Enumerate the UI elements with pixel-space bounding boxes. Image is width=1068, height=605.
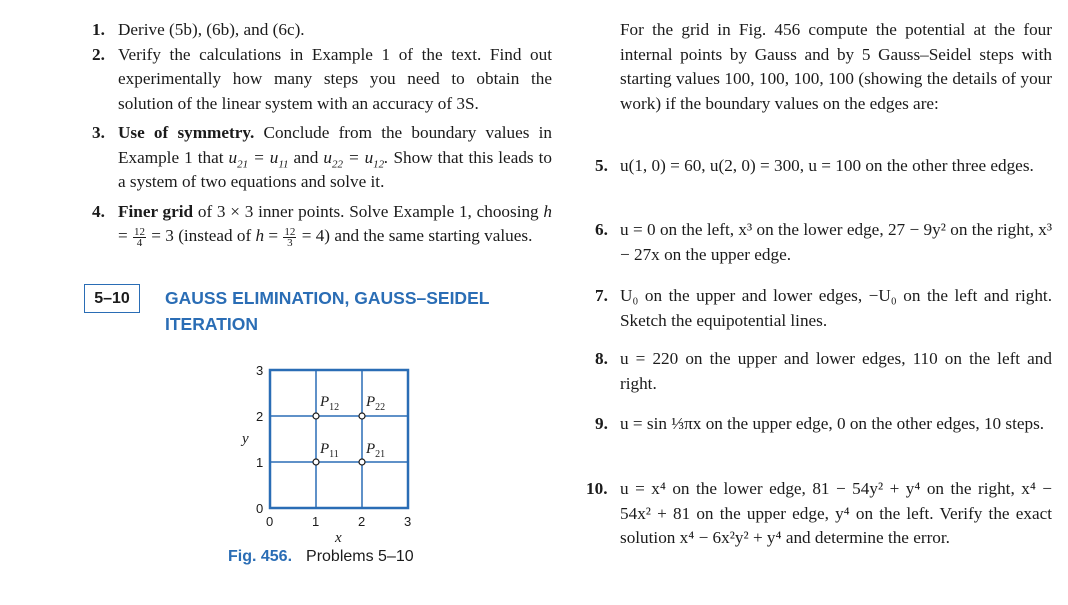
problem-5 xyxy=(592,154,1052,179)
y-tick-2: 2 xyxy=(256,409,264,424)
problem-number: 8. xyxy=(595,349,608,368)
point-label-p21: $P_{21}$ xyxy=(366,441,386,460)
y-tick-1: 1 xyxy=(256,455,264,470)
problem-text: u(1, 0) = 60, u(2, 0) = 300, u = 100 on the other three edges. xyxy=(620,156,1034,175)
problem-3 xyxy=(92,121,552,195)
problem-set-intro: For the grid in Fig. 456 compute the potential at the four internal points by Gauss and by 5 Gauss–Seidel steps with starting values 100, 100, 100, 100 (showing the details of your work) if the boundary values on the edges are: xyxy=(620,20,1052,113)
problem-8 xyxy=(592,347,1052,396)
problem-9 xyxy=(592,412,1052,437)
section-title: GAUSS ELIMINATION, GAUSS–SEIDEL ITERATION xyxy=(165,288,490,334)
problem-number: 4. xyxy=(92,201,105,221)
y-tick-3: 3 xyxy=(256,363,264,378)
point-label-p22: $P_{22}$ xyxy=(366,394,386,413)
problem-number: 1. xyxy=(92,20,105,39)
figure-caption xyxy=(228,548,414,566)
problem-number: 5. xyxy=(595,156,608,175)
x-tick-0: 0 xyxy=(266,514,274,529)
figure-label: Fig. 456. xyxy=(228,548,293,565)
left-column xyxy=(92,18,552,249)
problem-number: 6. xyxy=(595,220,608,239)
problem-text: Derive (5b), (6b), and (6c). xyxy=(118,20,305,39)
problem-10 xyxy=(586,477,1052,551)
grid-point-p11 xyxy=(313,459,319,465)
problem-text: u = x⁴ on the lower edge, 81 − 54y² + y⁴ on the right, x⁴ − 54x² + 81 on the upper edge, y⁴ on the left. Verify the exact solution x⁴ − 6x²y² + y⁴ and determine the error. xyxy=(620,479,1052,547)
grid-figure xyxy=(220,360,460,550)
problem-number: 9. xyxy=(595,414,608,433)
y-axis-label: y xyxy=(242,431,249,447)
step-equation: h = $\frac{12}{4}$ = 3 xyxy=(118,201,553,249)
problem-6 xyxy=(592,218,1052,267)
x-tick-3: 3 xyxy=(404,514,412,529)
x-tick-1: 1 xyxy=(312,514,320,529)
problem-1 xyxy=(92,18,552,43)
figure-caption-text: Problems 5–10 xyxy=(306,548,414,565)
section-number-box: 5–10 xyxy=(84,284,140,313)
x-tick-2: 2 xyxy=(358,514,366,529)
grid-point-p21 xyxy=(359,459,365,465)
problem-text: and the same starting values. xyxy=(334,226,533,245)
problem-text: of 3 × 3 inner points. Solve Example 1, choosing xyxy=(197,201,539,221)
problem-text: Verify the calculations in Example 1 of the text. Find out experimentally how many steps you need to obtain the solution of the linear system with an accuracy of 3S. xyxy=(118,44,552,113)
problem-number: 10. xyxy=(586,479,608,498)
grid-point-p22 xyxy=(359,413,365,419)
grid-point-p12 xyxy=(313,413,319,419)
problem-text: U₀ on the upper and lower edges, −U₀ on the left and right. Sketch the equipotential lines. xyxy=(620,286,1052,330)
problem-text: u = 0 on the left, x³ on the lower edge, 27 − 9y² on the right, x³ − 27x on the upper edge. xyxy=(620,220,1052,264)
y-tick-0: 0 xyxy=(256,501,264,516)
problem-title: Use of symmetry. xyxy=(118,123,255,142)
problem-text: (instead of xyxy=(178,226,252,245)
problem-4 xyxy=(92,200,552,249)
step-equation: h = $\frac{12}{3}$ = 4) xyxy=(255,225,331,249)
x-axis-label: x xyxy=(335,530,342,546)
problem-text: Conclude from the boundary values in Example 1 that xyxy=(118,123,552,167)
problem-text: u = sin ⅓πx on the upper edge, 0 on the other edges, 10 steps. xyxy=(620,414,1045,433)
problem-number: 7. xyxy=(595,286,608,305)
problem-text: u = 220 on the upper and lower edges, 110 on the left and right. xyxy=(620,349,1052,393)
problem-number: 3. xyxy=(92,123,105,142)
grid-boundary xyxy=(270,370,408,508)
point-label-p11: $P_{11}$ xyxy=(320,441,339,460)
point-label-p12: $P_{12}$ xyxy=(320,394,340,413)
problem-title: Finer grid xyxy=(118,201,194,221)
problem-7 xyxy=(592,284,1052,333)
problem-text: Show that this leads to a system of two equations and solve it. xyxy=(118,147,552,191)
problem-number: 2. xyxy=(92,44,105,64)
problem-2 xyxy=(92,43,552,117)
symmetry-equation: $u_{21} = u_{11}$ and $u_{22} = u_{12}$. xyxy=(228,147,389,170)
